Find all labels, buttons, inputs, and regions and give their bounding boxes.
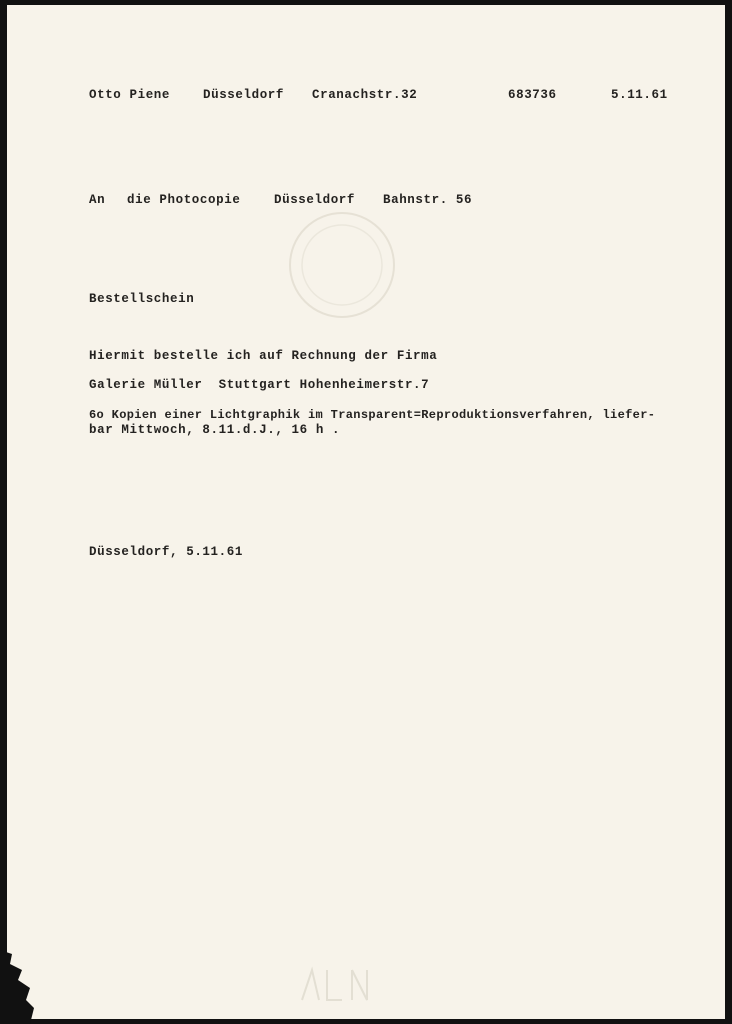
body-line-delivery: bar Mittwoch, 8.11.d.J., 16 h . — [89, 423, 341, 437]
phone-number: 683736 — [508, 88, 557, 102]
sender-name: Otto Piene — [89, 88, 171, 102]
closing-place-date: Düsseldorf, 5.11.61 — [89, 545, 243, 559]
sender-city: Düsseldorf — [203, 88, 285, 102]
recipient-name: die Photocopie — [127, 193, 241, 207]
show-through-stamp — [277, 200, 427, 330]
recipient-city: Düsseldorf — [274, 193, 356, 207]
document-title: Bestellschein — [89, 292, 195, 306]
sender-street: Cranachstr.32 — [312, 88, 418, 102]
recipient-prefix: An — [89, 193, 106, 207]
show-through-scrawl — [297, 960, 407, 1010]
body-line-order: Hiermit bestelle ich auf Rechnung der Firma — [89, 349, 438, 363]
header-date: 5.11.61 — [611, 88, 668, 102]
body-line-copies: 6o Kopien einer Lichtgraphik im Transparent=Reproduktionsverfahren, liefer- — [89, 408, 656, 422]
paper-sheet — [7, 5, 725, 1019]
body-line-gallery: Galerie Müller Stuttgart Hohenheimerstr.7 — [89, 378, 430, 392]
torn-corner — [0, 950, 40, 1024]
recipient-street: Bahnstr. 56 — [383, 193, 473, 207]
